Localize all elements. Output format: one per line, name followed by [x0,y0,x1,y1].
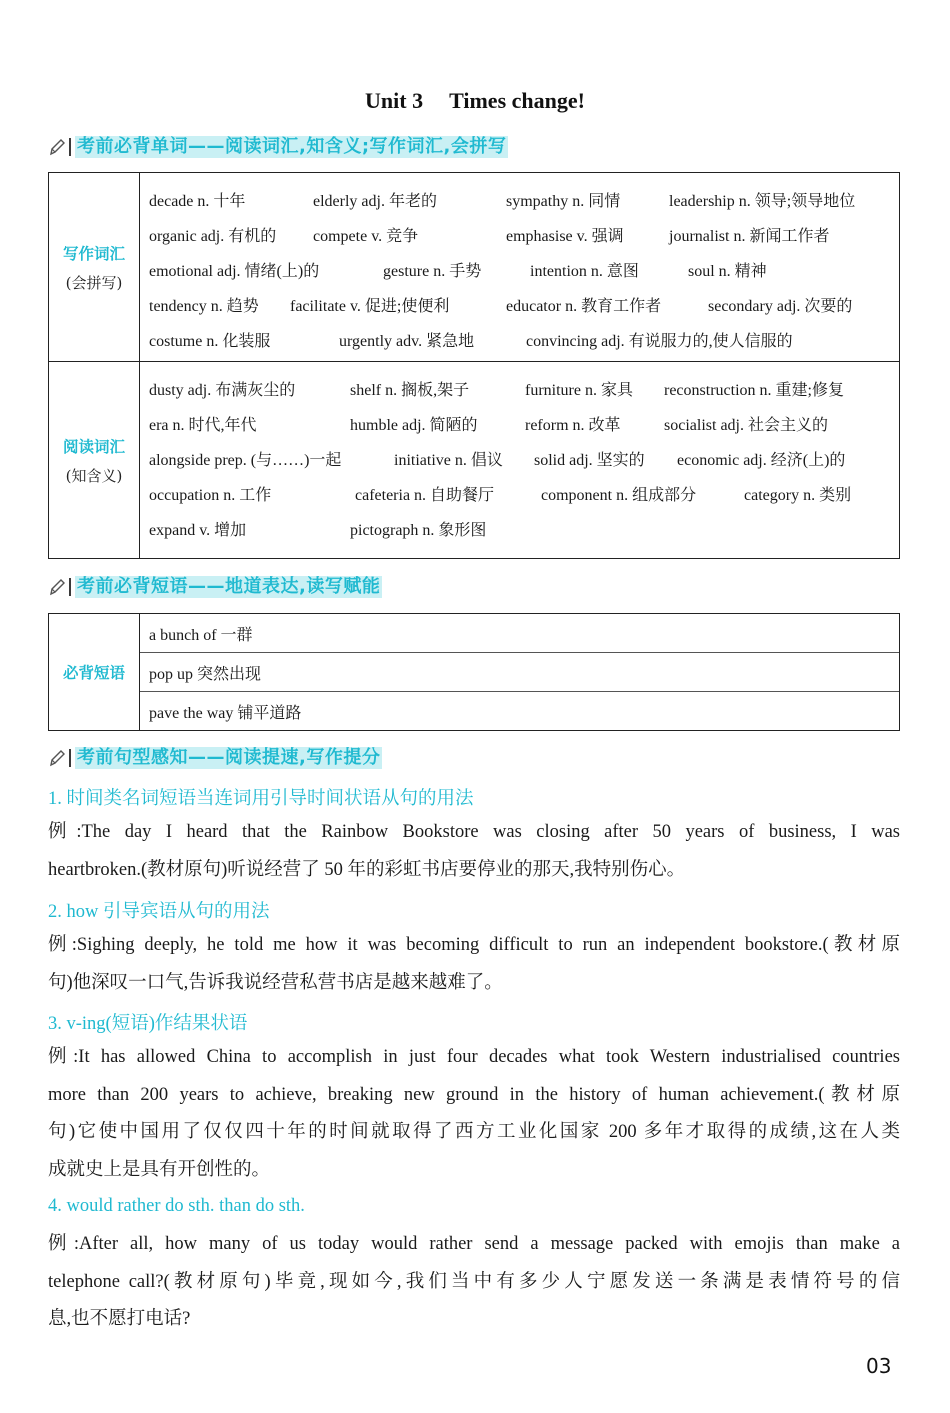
pattern-example [48,814,900,889]
vocab-line [149,217,899,252]
vocab-entry: sympathy n. 同情 [506,193,621,210]
writing-vocab-row [49,173,899,361]
vocab-entry: initiative n. 倡议 [394,452,503,469]
vocab-entry: humble adj. 简陋的 [350,417,478,434]
writing-vocab-list [140,173,899,361]
vocab-entry: solid adj. 坚实的 [534,452,645,469]
section-heading-sentences [48,746,382,770]
reading-vocab-list [140,362,899,558]
example-line: 句)他深叹一口气,告诉我说经营私营书店是越来越难了。 [48,972,503,993]
example-line: 息,也不愿打电话? [48,1309,191,1329]
vocab-entry: intention n. 意图 [530,263,639,280]
label-main: 阅读词汇 [62,437,125,456]
vocab-entry: dusty adj. 布满灰尘的 [149,382,296,399]
vocab-entry: soul n. 精神 [688,263,767,280]
vocab-entry: furniture n. 家具 [525,382,633,399]
vocab-line [149,252,899,287]
section-title: 考前必背短语——地道表达,读写赋能 [77,576,381,597]
vocab-entry: convincing adj. 有说服力的,使人信服的 [526,333,793,350]
vocab-entry: component n. 组成部分 [541,487,697,504]
section-title: 考前句型感知——阅读提速,写作提分 [77,747,381,768]
vocab-entry: leadership n. 领导;领导地位 [669,193,856,210]
vocab-entry: reconstruction n. 重建;修复 [664,382,844,399]
vocab-entry: expand v. 增加 [149,522,247,539]
vocab-entry: gesture n. 手势 [383,263,482,280]
vocab-entry: cafeteria n. 自助餐厅 [355,487,495,504]
section-heading-vocab [48,135,508,159]
phrase-table [48,613,900,731]
vocab-entry: journalist n. 新闻工作者 [669,228,830,245]
label-sub: (会拼写) [65,273,123,292]
reading-vocab-label [49,362,140,558]
phrase-row: a bunch of 一群 [149,626,253,644]
vocab-entry: educator n. 教育工作者 [506,298,662,315]
vocab-entry: tendency n. 趋势 [149,298,259,315]
vocab-table [48,172,900,559]
pattern-heading: 4. would rather do sth. than do sth. [48,1196,305,1216]
vocab-entry: urgently adv. 紧急地 [339,333,475,350]
pattern-example [48,1226,900,1339]
vocab-line [149,476,899,511]
page-title [0,88,950,114]
vocab-entry: reform n. 改革 [525,417,621,434]
vocab-line [149,371,899,406]
unit-name: Times change! [449,88,585,113]
example-line: heartbroken.(教材原句)听说经营了 50 年的彩虹书店要停业的那天,我特别伤心。 [48,859,686,880]
vocab-entry: compete v. 竞争 [313,228,419,245]
example-line: 例:After all, how many of us today would rather send a message packed with emojis than make a [48,1234,900,1254]
phrase-row: pave the way 铺平道路 [140,691,899,730]
writing-vocab-label [49,173,140,361]
pattern-example [48,1039,900,1189]
phrase-row: pop up 突然出现 [140,652,899,691]
vocab-entry: facilitate v. 促进;使便利 [290,298,450,315]
vocab-entry: category n. 类别 [744,487,852,504]
vocab-entry: costume n. 化装服 [149,333,271,350]
vocab-line [149,322,899,357]
pattern-heading: 3. v-ing(短语)作结果状语 [48,1014,248,1034]
pattern-heading: 2. how 引导宾语从句的用法 [48,902,270,922]
example-line: 例:It has allowed China to accomplish in just four decades what took Western industrialised countries [48,1047,900,1067]
pencil-icon [48,137,66,157]
vocab-entry: occupation n. 工作 [149,487,272,504]
vocab-line [149,441,899,476]
pencil-icon [48,577,66,597]
label-sub: (知含义) [65,466,123,485]
vocab-entry: alongside prep. (与……)一起 [149,452,342,469]
example-line: 例:Sighing deeply, he told me how it was becoming difficult to run an independent bookstore.(教材原 [48,935,900,955]
vocab-entry: shelf n. 搁板,架子 [350,382,470,399]
section-title: 考前必背单词——阅读词汇,知含义;写作词汇,会拼写 [77,136,507,157]
vocab-entry: secondary adj. 次要的 [708,298,853,315]
vocab-entry: economic adj. 经济(上)的 [677,452,846,469]
pencil-icon [48,748,66,768]
vocab-entry: organic adj. 有机的 [149,228,277,245]
example-line: more than 200 years to achieve, breaking new ground in the history of human achievement.(教材原 [48,1084,900,1105]
vocab-line [149,406,899,441]
example-line: 成就史上是具有开创性的。 [48,1159,271,1180]
page-number: 03 [866,1354,892,1378]
vocab-entry: emphasise v. 强调 [506,228,624,245]
phrase-label [49,614,140,730]
vocab-entry: decade n. 十年 [149,193,246,210]
vocab-entry: emotional adj. 情绪(上)的 [149,263,320,280]
vocab-entry: pictograph n. 象形图 [350,522,487,539]
label-main: 必背短语 [62,664,125,682]
section-heading-phrases [48,575,382,599]
example-line: 句)它使中国用了仅仅四十年的时间就取得了西方工业化国家 200 多年才取得的成绩,这在人类 [48,1122,900,1142]
pattern-example [48,927,900,1002]
example-line: 例:The day I heard that the Rainbow Bookstore was closing after 50 years of business, I was [48,822,900,842]
vocab-line [149,511,899,546]
reading-vocab-row [49,361,899,558]
pattern-heading: 1. 时间类名词短语当连词用引导时间状语从句的用法 [48,789,474,809]
example-line: telephone call?(教材原句)毕竟,现如今,我们当中有多少人宁愿发送一条满是表情符号的信 [48,1271,900,1292]
vocab-line [149,182,899,217]
vocab-entry: elderly adj. 年老的 [313,193,437,210]
unit-label: Unit 3 [365,88,424,113]
vocab-entry: era n. 时代,年代 [149,417,257,434]
vocab-line [149,287,899,322]
label-main: 写作词汇 [62,244,125,263]
vocab-entry: socialist adj. 社会主义的 [664,417,828,434]
